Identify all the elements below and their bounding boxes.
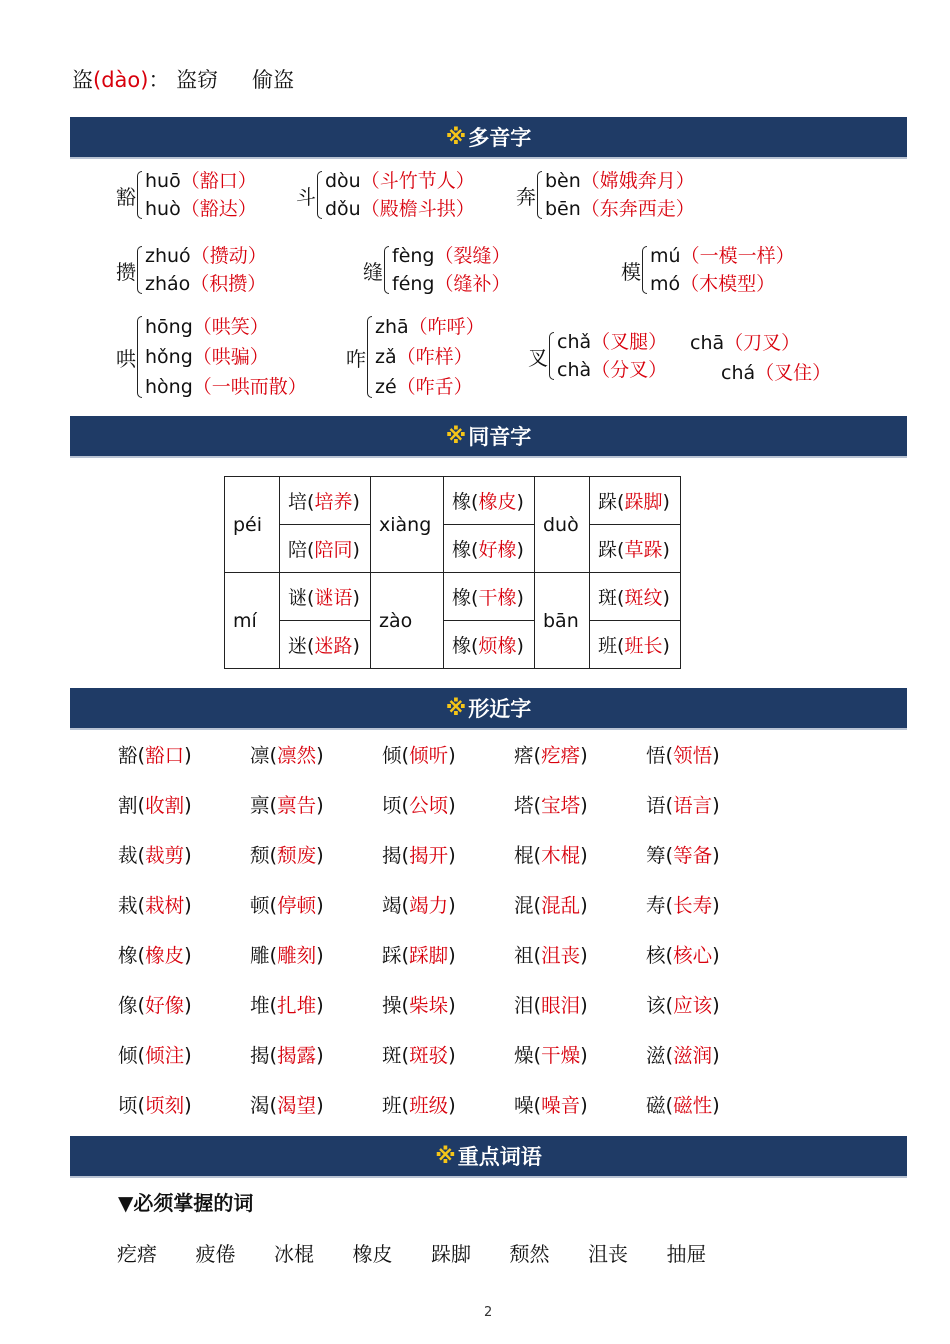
brace-icon <box>137 246 142 294</box>
char: 裁 <box>118 844 138 867</box>
char: 橡 <box>452 491 472 513</box>
char: 颓 <box>250 844 270 867</box>
polyphone-entry <box>116 242 267 298</box>
polyphone-entry <box>116 167 257 223</box>
keyword: 疙瘩 <box>117 1242 157 1266</box>
keyword: 颓然 <box>509 1242 550 1266</box>
word: 顷刻 <box>145 1094 185 1117</box>
word: 颓废 <box>277 844 317 867</box>
word: 宝塔 <box>541 794 581 817</box>
homophone-pinyin: péi <box>225 477 280 573</box>
similar-char-item: 滋(滋润) <box>646 1044 720 1067</box>
char: 竭 <box>382 894 402 917</box>
similar-char-item: 顷(公顷) <box>382 794 456 817</box>
homophone-word: 跺(跺脚) <box>590 477 681 525</box>
similar-char-item: 堆(扎堆) <box>250 994 324 1017</box>
pinyin: mó <box>650 273 681 295</box>
char: 跺 <box>598 491 618 513</box>
char: 橡 <box>452 635 472 657</box>
char: 泪 <box>514 994 534 1017</box>
word: 领悟 <box>673 744 713 767</box>
similar-char-item: 凛(凛然) <box>250 744 324 767</box>
char: 塔 <box>514 794 534 817</box>
example: （嫦娥奔月） <box>580 170 695 192</box>
similar-char-item: 揭(揭开) <box>382 844 456 867</box>
similar-char-item: 塔(宝塔) <box>514 794 588 817</box>
table-row <box>225 573 681 621</box>
char: 踩 <box>382 944 402 967</box>
word: 跺脚 <box>624 491 663 513</box>
char: 顿 <box>250 894 270 917</box>
similar-char-item: 倾(倾注) <box>118 1044 192 1067</box>
word: 斑纹 <box>624 587 663 609</box>
word: 班级 <box>409 1094 449 1117</box>
char: 培 <box>288 491 308 513</box>
word: 迷路 <box>314 635 353 657</box>
similar-char-item: 颓(颓废) <box>250 844 324 867</box>
section-bar-polyphone <box>70 117 907 157</box>
similar-char-item: 悟(领悟) <box>646 744 720 767</box>
word: 等备 <box>673 844 713 867</box>
example: （缝补） <box>434 273 511 295</box>
homophone-pinyin: xiàng <box>371 477 444 573</box>
table-row <box>225 621 681 669</box>
homophone-word: 迷(迷路) <box>280 621 371 669</box>
homophone-pinyin: mí <box>225 573 280 669</box>
word: 豁口 <box>145 744 185 767</box>
char: 豁 <box>118 744 138 767</box>
char: 割 <box>118 794 138 817</box>
top-line <box>72 64 294 94</box>
brace-icon <box>137 316 142 398</box>
pinyin: mú <box>650 245 681 267</box>
polyphone-entry <box>116 312 307 402</box>
word: 陪同 <box>314 539 353 561</box>
similar-char-item: 班(班级) <box>382 1094 456 1117</box>
similar-char-item: 栽(栽树) <box>118 894 192 917</box>
similar-char-item: 操(柴垛) <box>382 994 456 1017</box>
poly-reading <box>375 372 485 402</box>
word: 混乱 <box>541 894 581 917</box>
char: 斑 <box>598 587 618 609</box>
word: 草跺 <box>624 539 663 561</box>
poly-reading <box>145 342 307 372</box>
example: （积攒） <box>190 273 267 295</box>
similar-char-item: 该(应该) <box>646 994 720 1017</box>
brace-icon <box>317 171 322 219</box>
word: 滋润 <box>673 1044 713 1067</box>
similar-char-item: 竭(竭力) <box>382 894 456 917</box>
pinyin: bēn <box>545 198 581 220</box>
section-bar-homophone <box>70 416 907 456</box>
similar-char-item: 混(混乱) <box>514 894 588 917</box>
poly-char: 豁 <box>116 184 136 209</box>
poly-reading <box>145 270 267 298</box>
pinyin: féng <box>392 273 435 295</box>
char: 顷 <box>118 1094 138 1117</box>
char: 橡 <box>452 587 472 609</box>
homophone-word: 培(培养) <box>280 477 371 525</box>
polyphone-entry <box>528 328 667 384</box>
similar-char-item: 核(核心) <box>646 944 720 967</box>
example: （殿檐斗拱） <box>360 198 475 220</box>
brace-icon <box>137 171 142 219</box>
example: （分叉） <box>591 359 668 381</box>
similar-char-item: 割(收割) <box>118 794 192 817</box>
poly-char: 攒 <box>116 259 136 284</box>
pinyin: huò <box>145 198 181 220</box>
pinyin: dòu <box>325 170 361 192</box>
similar-char-item: 泪(眼泪) <box>514 994 588 1017</box>
pinyin: zhuó <box>145 245 191 267</box>
word: 烦橡 <box>478 635 517 657</box>
keyword: 疲倦 <box>195 1242 236 1266</box>
char: 斑 <box>382 1044 402 1067</box>
example: （哄笑） <box>192 316 269 338</box>
page-number: 2 <box>484 1305 493 1320</box>
reference-mark-icon: ※ <box>445 696 467 720</box>
brace-icon <box>384 246 389 294</box>
example: （哄骗） <box>192 346 269 368</box>
word: 疙瘩 <box>541 744 581 767</box>
word: 扎堆 <box>277 994 317 1017</box>
word: 竭力 <box>409 894 449 917</box>
char: 磁 <box>646 1094 666 1117</box>
top-char: 盗 <box>72 68 93 92</box>
word: 眼泪 <box>541 994 581 1017</box>
brace-icon <box>549 332 554 380</box>
char: 瘩 <box>514 744 534 767</box>
similar-char-item: 渴(渴望) <box>250 1094 324 1117</box>
word: 渴望 <box>277 1094 317 1117</box>
word: 禀告 <box>277 794 317 817</box>
poly-reading <box>650 242 795 270</box>
pinyin: zé <box>375 376 397 398</box>
poly-char: 模 <box>621 259 641 284</box>
section-bar-similar <box>70 688 907 728</box>
word: 裁剪 <box>145 844 185 867</box>
section-title: 重点词语 <box>457 1145 542 1169</box>
reference-mark-icon: ※ <box>445 424 467 448</box>
char: 栽 <box>118 894 138 917</box>
example: （东奔西走） <box>580 198 695 220</box>
char: 祖 <box>514 944 534 967</box>
similar-char-item: 燥(干燥) <box>514 1044 588 1067</box>
poly-reading <box>145 167 257 195</box>
example: （木模型） <box>680 273 776 295</box>
char: 棍 <box>514 844 534 867</box>
keyword: 冰棍 <box>274 1242 314 1266</box>
char: 倾 <box>118 1044 138 1067</box>
pinyin: zhā <box>375 316 409 338</box>
word: 长寿 <box>673 894 713 917</box>
table-row <box>225 525 681 573</box>
word: 干橡 <box>478 587 517 609</box>
example: （咋样） <box>396 346 473 368</box>
word: 踩脚 <box>409 944 449 967</box>
char: 该 <box>646 994 666 1017</box>
top-word: 偷盗 <box>252 68 295 92</box>
poly-reading <box>375 342 485 372</box>
polyphone-entry <box>516 167 695 223</box>
homophone-table <box>224 476 681 669</box>
similar-char-item: 禀(禀告) <box>250 794 324 817</box>
similar-char-item: 揭(揭露) <box>250 1044 324 1067</box>
homophone-word: 橡(好橡) <box>444 525 535 573</box>
polyphone-entry <box>296 167 475 223</box>
homophone-word: 橡(烦橡) <box>444 621 535 669</box>
char: 寿 <box>646 894 666 917</box>
char: 核 <box>646 944 666 967</box>
word: 停顿 <box>277 894 317 917</box>
word: 凛然 <box>277 744 317 767</box>
word: 收割 <box>145 794 185 817</box>
must-know-heading: ▼必须掌握的词 <box>118 1191 254 1215</box>
similar-char-item: 踩(踩脚) <box>382 944 456 967</box>
char: 橡 <box>118 944 138 967</box>
example: （咋呼） <box>408 316 485 338</box>
poly-reading <box>650 270 795 298</box>
similar-char-item: 倾(倾听) <box>382 744 456 767</box>
poly-reading <box>145 372 307 402</box>
poly-reading <box>392 242 511 270</box>
homophone-pinyin: zào <box>371 573 444 669</box>
homophone-word: 橡(干橡) <box>444 573 535 621</box>
poly-reading <box>545 195 695 223</box>
homophone-pinyin: duò <box>535 477 590 573</box>
char: 顷 <box>382 794 402 817</box>
poly-char: 斗 <box>296 184 316 209</box>
char: 迷 <box>288 635 308 657</box>
example: （豁达） <box>180 198 257 220</box>
word: 柴垛 <box>409 994 449 1017</box>
section-bar-keywords <box>70 1136 907 1176</box>
reference-mark-icon: ※ <box>435 1144 456 1168</box>
word: 培养 <box>314 491 353 513</box>
keyword: 橡皮 <box>352 1242 393 1266</box>
homophone-word: 陪(陪同) <box>280 525 371 573</box>
char: 倾 <box>382 744 402 767</box>
similar-char-item: 磁(磁性) <box>646 1094 720 1117</box>
homophone-word: 谜(谜语) <box>280 573 371 621</box>
word: 揭开 <box>409 844 449 867</box>
example: （攒动） <box>190 245 267 267</box>
word: 倾听 <box>409 744 449 767</box>
char: 谜 <box>288 587 308 609</box>
word: 倾注 <box>145 1044 185 1067</box>
top-word: 盗窃 <box>176 68 219 92</box>
word: 班长 <box>624 635 663 657</box>
pinyin: dǒu <box>325 198 361 220</box>
homophone-word: 跺(草跺) <box>590 525 681 573</box>
homophone-pinyin: bān <box>535 573 590 669</box>
poly-reading <box>545 167 695 195</box>
poly-reading <box>392 270 511 298</box>
char: 班 <box>598 635 618 657</box>
example: （叉住） <box>755 362 832 384</box>
section-title: 同音字 <box>468 425 532 449</box>
pinyin: huō <box>145 170 181 192</box>
pinyin: chá <box>721 362 756 384</box>
poly-char: 奔 <box>516 184 536 209</box>
word: 核心 <box>673 944 713 967</box>
brace-icon <box>642 246 647 294</box>
pinyin: chǎ <box>557 331 592 353</box>
poly-char: 哄 <box>116 346 136 371</box>
word: 木棍 <box>541 844 581 867</box>
poly-reading <box>557 356 667 384</box>
word: 橡皮 <box>145 944 185 967</box>
char: 混 <box>514 894 534 917</box>
char: 跺 <box>598 539 618 561</box>
char: 禀 <box>250 794 270 817</box>
word: 雕刻 <box>277 944 317 967</box>
section-title: 形近字 <box>468 697 532 721</box>
char: 滋 <box>646 1044 666 1067</box>
word: 沮丧 <box>541 944 581 967</box>
poly-reading <box>145 312 307 342</box>
homophone-word: 斑(斑纹) <box>590 573 681 621</box>
char: 渴 <box>250 1094 270 1117</box>
word: 斑驳 <box>409 1044 449 1067</box>
pinyin: chā <box>690 332 725 354</box>
word: 应该 <box>673 994 713 1017</box>
word: 橡皮 <box>478 491 517 513</box>
polyphone-entry <box>621 242 795 298</box>
similar-char-item: 斑(斑驳) <box>382 1044 456 1067</box>
poly-char: 缝 <box>363 259 383 284</box>
section-title: 多音字 <box>468 126 532 150</box>
pinyin: hōng <box>145 316 193 338</box>
example: （刀叉） <box>724 332 801 354</box>
pinyin: bèn <box>545 170 581 192</box>
similar-char-item: 雕(雕刻) <box>250 944 324 967</box>
char: 雕 <box>250 944 270 967</box>
pinyin: chà <box>557 359 592 381</box>
word: 好像 <box>145 994 185 1017</box>
poly-reading <box>557 328 667 356</box>
example: （豁口） <box>180 170 257 192</box>
example: （一哄而散） <box>192 376 307 398</box>
similar-char-item: 语(语言) <box>646 794 720 817</box>
example: （一模一样） <box>680 245 795 267</box>
pinyin: zǎ <box>375 346 397 368</box>
char: 像 <box>118 994 138 1017</box>
char: 班 <box>382 1094 402 1117</box>
word: 语言 <box>673 794 713 817</box>
poly-reading <box>375 312 485 342</box>
char: 揭 <box>250 1044 270 1067</box>
word: 噪音 <box>541 1094 581 1117</box>
similar-char-item: 瘩(疙瘩) <box>514 744 588 767</box>
char: 燥 <box>514 1044 534 1067</box>
keyword: 沮丧 <box>588 1242 628 1266</box>
keyword: 抽屉 <box>666 1242 707 1266</box>
homophone-word: 班(班长) <box>590 621 681 669</box>
similar-char-item: 棍(木棍) <box>514 844 588 867</box>
word: 干燥 <box>541 1044 581 1067</box>
similar-char-item: 筹(等备) <box>646 844 720 867</box>
char: 语 <box>646 794 666 817</box>
homophone-word: 橡(橡皮) <box>444 477 535 525</box>
char: 堆 <box>250 994 270 1017</box>
char: 揭 <box>382 844 402 867</box>
char: 悟 <box>646 744 666 767</box>
pinyin: hǒng <box>145 346 193 368</box>
keyword: 跺脚 <box>431 1242 471 1266</box>
poly-reading <box>145 242 267 270</box>
similar-char-item: 豁(豁口) <box>118 744 192 767</box>
char: 筹 <box>646 844 666 867</box>
pinyin: hòng <box>145 376 193 398</box>
example: （咋舌） <box>396 376 473 398</box>
similar-char-item: 祖(沮丧) <box>514 944 588 967</box>
char: 噪 <box>514 1094 534 1117</box>
word: 揭露 <box>277 1044 317 1067</box>
pinyin: fèng <box>392 245 435 267</box>
example: （裂缝） <box>434 245 511 267</box>
brace-icon <box>367 316 372 398</box>
similar-char-item: 像(好像) <box>118 994 192 1017</box>
poly-reading <box>325 167 475 195</box>
example: （叉腿） <box>591 331 668 353</box>
cha-extra-2 <box>721 358 831 385</box>
char: 陪 <box>288 539 308 561</box>
top-sep: ： <box>148 68 170 92</box>
similar-char-item: 顷(顷刻) <box>118 1094 192 1117</box>
polyphone-entry <box>363 242 511 298</box>
cha-extra-1 <box>690 328 800 355</box>
top-pinyin: (dào) <box>93 68 149 92</box>
char: 凛 <box>250 744 270 767</box>
poly-char: 叉 <box>528 345 548 370</box>
reference-mark-icon: ※ <box>445 125 467 149</box>
similar-char-item: 橡(橡皮) <box>118 944 192 967</box>
poly-reading <box>145 195 257 223</box>
polyphone-entry <box>346 312 485 402</box>
example: （斗竹节人） <box>360 170 475 192</box>
similar-char-item: 寿(长寿) <box>646 894 720 917</box>
similar-char-item: 裁(裁剪) <box>118 844 192 867</box>
pinyin: zháo <box>145 273 191 295</box>
table-row <box>225 477 681 525</box>
word: 磁性 <box>673 1094 713 1117</box>
poly-char: 咋 <box>346 346 366 371</box>
similar-char-item: 顿(停顿) <box>250 894 324 917</box>
word: 谜语 <box>314 587 353 609</box>
char: 橡 <box>452 539 472 561</box>
brace-icon <box>537 171 542 219</box>
char: 操 <box>382 994 402 1017</box>
word: 公顷 <box>409 794 449 817</box>
similar-char-item: 噪(噪音) <box>514 1094 588 1117</box>
word: 栽树 <box>145 894 185 917</box>
poly-reading <box>325 195 475 223</box>
word: 好橡 <box>478 539 517 561</box>
